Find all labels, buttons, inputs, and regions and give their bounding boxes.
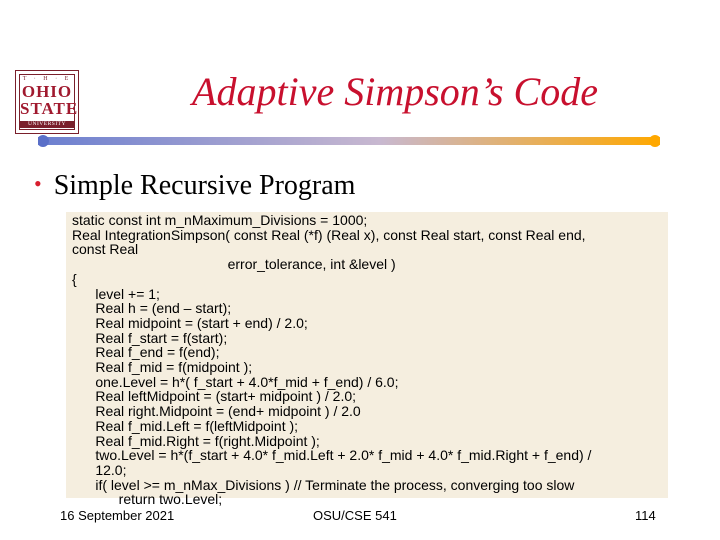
code-line: Real f_mid = f(midpoint );	[72, 359, 253, 376]
logo-frame	[19, 74, 79, 130]
bullet-item	[34, 170, 355, 206]
rule-left-cap	[38, 135, 49, 147]
code-line: error_tolerance, int &level )	[72, 256, 396, 273]
code-line: level += 1;	[72, 285, 160, 302]
code-line: two.Level = h*(f_start + 4.0* f_mid.Left + 2.0* f_mid + 4.0* f_mid.Right + f_end) /	[72, 447, 592, 464]
code-line: return two.Level;	[72, 491, 223, 508]
rule-bar	[38, 137, 660, 145]
code-line: Real leftMidpoint = (start+ midpoint ) / 2.0;	[72, 388, 357, 405]
footer-course: OSU/CSE 541	[313, 508, 397, 523]
code-line: if( level >= m_nMax_Divisions ) // Terminate the process, converging too slow	[72, 476, 575, 493]
code-line: {	[72, 270, 77, 287]
logo-state-text: STATE	[20, 99, 79, 118]
code-line: Real f_start = f(start);	[72, 329, 228, 346]
code-line: Real f_end = f(end);	[72, 344, 220, 361]
logo-ohio-text: OHIO	[21, 82, 73, 101]
ohio-state-logo	[15, 70, 79, 134]
code-line: static const int m_nMaximum_Divisions = 1000;	[72, 212, 368, 228]
slide-title: Adaptive Simpson’s Code	[192, 69, 598, 114]
code-line: one.Level = h*( f_start + 4.0*f_mid + f_end) / 6.0;	[72, 373, 399, 390]
bullet-dot-icon: •	[34, 171, 42, 196]
code-line: const Real	[72, 241, 139, 258]
code-line: Real f_mid.Left = f(leftMidpoint );	[72, 417, 299, 434]
code-line: Real right.Midpoint = (end+ midpoint ) / 2.0	[72, 403, 361, 420]
code-line: Real midpoint = (start + end) / 2.0;	[72, 314, 308, 331]
code-block	[72, 213, 668, 507]
code-line: Real IntegrationSimpson( const Real (*f) (Real x), const Real start, const Real end,	[72, 226, 586, 243]
bullet-text: Simple Recursive Program	[53, 170, 356, 201]
footer-date: 16 September 2021	[60, 508, 175, 523]
code-line: 12.0;	[72, 461, 127, 478]
rule-right-cap	[649, 135, 660, 147]
title-underline-bar	[38, 134, 660, 148]
logo-university-text: UNIVERSITY	[20, 121, 74, 128]
code-line: Real h = (end – start);	[72, 300, 232, 317]
footer-page-number: 114	[635, 508, 656, 523]
logo-the-text: T · H · E	[22, 76, 72, 82]
code-line: Real f_mid.Right = f(right.Midpoint );	[72, 432, 320, 449]
